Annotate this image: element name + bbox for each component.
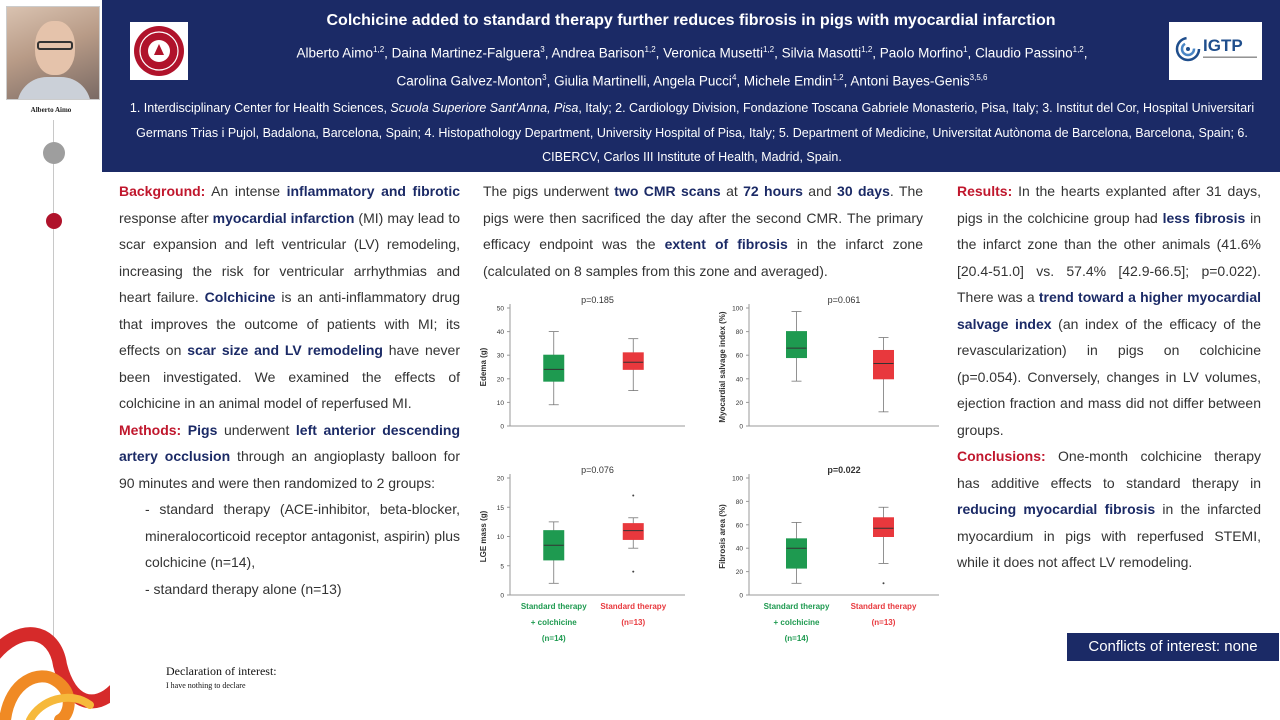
background-paragraph: Background: An intense inflammatory and fibrotic response after myocardial infarction (MI) may lead to scar expansion and left ventricular (LV) remodeling, increasing the risk for ventricular arrhythmias and heart failure. Colchicine is an anti-inflammatory drug that improves the outcome of patients with MI; its effects on scar size and LV remodeling have never been investigated. We examined the effects of colchicine in an animal model of reperfused MI. [119, 183, 460, 411]
affiliations-part-2: , Italy; 2. Cardiology Division, Fondazione Toscana Gabriele Monasterio, Pisa, Italy; 3. Institut del Cor, Hospital Universitari Germans Trias i Pujol, Badalona, Barcelona, Spain; 4. Histopathology Department, University Hospital of Pisa, Italy; 5. Department of Medicine, Universitat Autònoma de Barcelona, Barcelona, Spain; 6. CIBERCV, Carlos III Institute of Health, Madrid, Spain. [136, 101, 1255, 164]
affiliations-italic: Scuola Superiore Sant'Anna, Pisa [390, 101, 579, 115]
results-heading: Results: [957, 183, 1013, 199]
author-affiliation-sup: 1,2 [832, 73, 844, 82]
cmr-paragraph: The pigs underwent two CMR scans at 72 hours and 30 days. The pigs were then sacrificed the day after the second CMR. The primary efficacy endpoint was the extent of fibrosis in the infarct zone (calculated on 8 samples from this zone and averaged). [483, 183, 924, 279]
author-name: Michele Emdin [743, 73, 833, 89]
igtp-logo-tagline [1203, 56, 1257, 59]
igtp-logo [1169, 22, 1262, 80]
chart-y-tick-label: 60 [735, 522, 743, 530]
background-heading: Background: [119, 183, 206, 199]
rail-line [53, 120, 54, 640]
chart-y-axis-label: Myocardial salvage index (%) [718, 311, 727, 423]
author-name: Antoni Bayes-Genis [850, 73, 970, 89]
author-name: Daina Martinez-Falguera [391, 45, 541, 61]
chart-x-group-label: + colchicine [530, 618, 577, 627]
chart-y-tick-label: 10 [496, 534, 504, 541]
author-affiliation-sup: 1,2 [861, 45, 873, 54]
chart-y-tick-label: 5 [500, 563, 504, 571]
box-outlier [632, 571, 634, 573]
poster-header [102, 0, 1280, 172]
chart-y-tick-label: 10 [496, 399, 504, 407]
chart-y-tick-label: 40 [735, 376, 743, 384]
authors-line-1: Alberto Aimo$^{1,2}$, Daina Martinez-Falguera$^3$, Andrea Barison$^{1,2}$, Veronica Musetti$^{1,2}$, Silvia Masotti$^{1,2}$, Paolo Morfino$^1$, Claudio Passino$^{1,2}$, [296, 45, 1088, 61]
chart-y-tick-label: 60 [735, 352, 743, 360]
igtp-swirl-icon [1175, 36, 1201, 62]
chart-pvalue-title: p=0.022 [827, 465, 861, 475]
chart-x-group-label: (n=13) [621, 618, 646, 627]
chart-y-tick-label: 100 [732, 475, 743, 483]
box-iqr [787, 539, 807, 568]
left-rail [0, 0, 102, 720]
box-iqr [787, 332, 807, 358]
chart-fibrosis-svg [713, 460, 943, 650]
methods-heading: Methods: [119, 421, 182, 438]
author-photo [6, 6, 100, 100]
chart-x-group-label: Standard therapy [520, 602, 587, 611]
methods-bullet-colchicine: - standard therapy (ACE-inhibitor, beta-blocker, mineralocorticoid receptor antagonist, aspirin) plus colchicine (n=14), [145, 501, 460, 570]
chart-x-group-label: Standard therapy [850, 602, 917, 611]
chart-y-axis-label: Edema (g) [479, 347, 488, 387]
chart-y-tick-label: 50 [496, 305, 504, 313]
rail-dot-red[interactable] [46, 213, 62, 229]
declaration-title: Declaration of interest: [166, 664, 277, 678]
chart-lge-mass [474, 460, 689, 650]
middle-column [483, 178, 923, 284]
chart-pvalue-title: p=0.061 [827, 295, 861, 305]
conclusions-heading: Conclusions: [957, 448, 1046, 464]
declaration-body: I have nothing to declare [166, 681, 246, 690]
chart-y-tick-label: 80 [735, 329, 743, 337]
author-name: Alberto Aimo [296, 45, 374, 61]
author-name: Veronica Musetti [663, 45, 763, 61]
author-affiliation-sup: 3 [542, 73, 547, 82]
chart-y-tick-label: 0 [739, 592, 743, 600]
methods-bullet-standard: - standard therapy alone (n=13) [145, 580, 342, 597]
chart-fibrosis-area [713, 460, 943, 650]
chart-x-group-label: Standard therapy [763, 602, 830, 611]
box-outlier [632, 495, 634, 497]
chart-y-tick-label: 20 [735, 569, 743, 577]
author-name: Andrea Barison [551, 45, 645, 61]
declaration-of-interest [166, 664, 277, 690]
igtp-logo-text: IGTP [1203, 36, 1243, 55]
chart-y-tick-label: 30 [496, 352, 504, 360]
rail-dot-grey[interactable] [43, 142, 65, 164]
author-affiliation-sup: 3,5,6 [969, 73, 988, 82]
conclusions-paragraph: Conclusions: One-month colchicine therapy has additive effects to standard therapy in reducing myocardial fibrosis in the infarcted myocardium in pigs with reperfused STEMI, while it does not affect LV remodeling. [957, 448, 1261, 570]
results-paragraph: Results: In the hearts explanted after 31 days, pigs in the colchicine group had less fibrosis in the infarct zone than the other animals (41.6% [20.4-51.0] vs. 57.4% [42.9-66.5]; p=0.022). There was a trend toward a higher myocardial salvage index (an index of the efficacy of the revascularization) in pigs on colchicine (p=0.054). Conversely, changes in LV volumes, ejection fraction and mass did not differ between groups. [957, 183, 1261, 438]
box-iqr [623, 353, 643, 370]
chart-y-tick-label: 0 [500, 423, 504, 431]
author-affiliation-sup: 1,2 [644, 45, 656, 54]
chart-x-group-label: (n=13) [871, 618, 896, 627]
chart-salvage-svg [713, 290, 943, 438]
author-name: Angela Pucci [653, 73, 732, 89]
chart-y-tick-label: 40 [496, 329, 504, 337]
author-affiliation-sup: 1 [963, 45, 968, 54]
chart-salvage-index [713, 290, 943, 438]
author-affiliation-sup: 1,2 [762, 45, 775, 54]
chart-y-tick-label: 100 [732, 305, 743, 313]
heart-ribbon-logo [0, 620, 110, 720]
chart-y-tick-label: 0 [739, 423, 743, 431]
author-affiliation-sup: 4 [731, 73, 737, 82]
conflicts-of-interest-box: Conflicts of interest: none [1067, 633, 1279, 661]
methods-paragraph: Methods: Pigs underwent left anterior descending artery occlusion through an angioplasty balloon for 90 minutes and were then randomized to 2 groups: [119, 421, 460, 491]
chart-pvalue-title: p=0.185 [581, 295, 614, 305]
author-name: Paolo Morfino [879, 45, 964, 61]
chart-y-tick-label: 20 [496, 376, 504, 384]
author-affiliation-sup: 1,2 [1072, 45, 1084, 54]
chart-lge-svg [474, 460, 689, 650]
author-name: Silvia Masotti [781, 45, 862, 61]
chart-x-group-label: (n=14) [541, 634, 566, 643]
box-iqr [623, 524, 643, 540]
poster-title: Colchicine added to standard therapy further reduces fibrosis in pigs with myocardial infarction [326, 12, 1056, 29]
box-outlier [883, 582, 885, 584]
chart-y-tick-label: 20 [735, 399, 743, 407]
affiliations [116, 96, 1268, 170]
affiliations-part-1: 1. Interdisciplinary Center for Health Sciences, [129, 101, 391, 115]
chart-y-tick-label: 0 [500, 592, 504, 600]
left-column [119, 178, 460, 602]
authors-line-2: Carolina Galvez-Monton$^3$, Giulia Martinelli, Angela Pucci$^4$, Michele Emdin$^{1,2}$, Antoni Bayes-Genis$^{3,5,6}$ [396, 73, 988, 89]
chart-y-axis-label: LGE mass (g) [479, 510, 488, 563]
chart-y-axis-label: Fibrosis area (%) [718, 504, 727, 569]
author-affiliation-sup: 1,2 [373, 45, 385, 54]
sant-anna-pisa-seal-logo [130, 22, 188, 80]
box-iqr [874, 518, 894, 537]
chart-y-tick-label: 80 [735, 498, 743, 506]
author-name: Carolina Galvez-Monton [396, 73, 543, 89]
chart-y-tick-label: 40 [735, 545, 743, 553]
chart-y-tick-label: 20 [496, 475, 504, 483]
box-iqr [874, 350, 894, 378]
chart-y-tick-label: 15 [496, 504, 504, 512]
right-column [957, 178, 1261, 576]
box-iqr [544, 355, 564, 381]
author-affiliation-sup: 3 [540, 45, 545, 54]
chart-x-group-label: (n=14) [784, 634, 809, 643]
author-name: Giulia Martinelli [554, 73, 647, 89]
chart-edema-svg [474, 290, 689, 438]
author-photo-caption: Alberto Aimo [30, 106, 72, 114]
chart-edema [474, 290, 689, 438]
chart-x-group-label: + colchicine [773, 618, 820, 627]
author-name: Claudio Passino [975, 45, 1073, 61]
chart-x-group-label: Standard therapy [600, 602, 667, 611]
chart-pvalue-title: p=0.076 [581, 465, 614, 475]
